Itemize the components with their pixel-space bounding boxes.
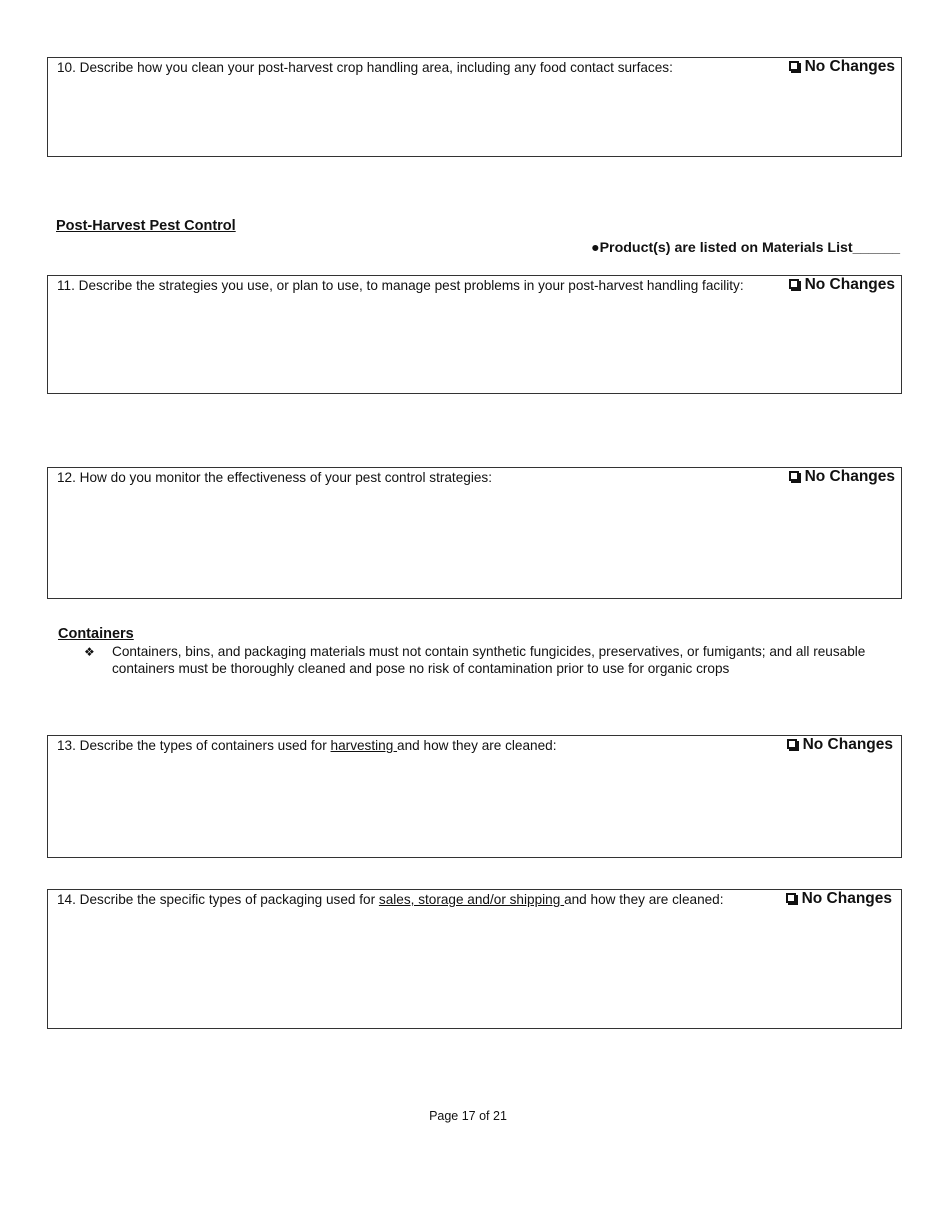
question-10-box[interactable] [47,57,902,157]
question-14-text [57,892,724,908]
no-changes-checkbox-14[interactable] [786,890,892,908]
question-12-text: 12. How do you monitor the effectiveness of your pest control strategies: [57,470,492,485]
no-changes-checkbox-13[interactable] [787,736,893,754]
question-13-box[interactable] [47,735,902,858]
question-11-box[interactable] [47,275,902,394]
materials-list-note[interactable]: ●Product(s) are listed on Materials List______ [591,240,900,256]
question-14-underlined: sales, storage and/or shipping [378,892,565,907]
question-10-text: 10. Describe how you clean your post-harvest crop handling area, including any food contact surfaces: [57,60,673,75]
diamond-bullet-icon: ❖ [84,645,95,659]
checkbox-icon[interactable] [787,739,797,749]
question-12-box[interactable] [47,467,902,599]
question-14-box[interactable] [47,889,902,1029]
checkbox-icon[interactable] [789,471,799,481]
no-changes-label: No Changes [804,276,895,293]
page-number: Page 17 of 21 [429,1109,507,1123]
question-11-text: 11. Describe the strategies you use, or plan to use, to manage pest problems in your post-harvest handling facility: [57,278,744,293]
no-changes-checkbox-10[interactable] [789,58,895,76]
checkbox-icon[interactable] [789,61,799,71]
question-13-suffix: and how they are cleaned: [397,738,557,753]
section-title-pest-control: Post-Harvest Pest Control [56,218,236,234]
question-14-suffix: and how they are cleaned: [564,892,724,907]
containers-requirement [84,644,894,677]
no-changes-checkbox-11[interactable] [789,276,895,294]
no-changes-label: No Changes [804,58,895,75]
no-changes-label: No Changes [801,890,892,907]
question-13-prefix: 13. Describe the types of containers used for [57,738,331,753]
question-13-text [57,738,557,754]
no-changes-checkbox-12[interactable] [789,468,895,486]
checkbox-icon[interactable] [789,279,799,289]
containers-requirement-text: Containers, bins, and packaging materials must not contain synthetic fungicides, preservatives, or fumigants; and all reusable containers must be thoroughly cleaned and pose no risk of contamination prior to use for organic crops [112,644,866,676]
section-title-containers: Containers [58,626,134,642]
checkbox-icon[interactable] [786,893,796,903]
question-14-prefix: 14. Describe the specific types of packaging used for [57,892,379,907]
no-changes-label: No Changes [804,468,895,485]
no-changes-label: No Changes [802,736,893,753]
question-13-underlined: harvesting [330,738,398,753]
